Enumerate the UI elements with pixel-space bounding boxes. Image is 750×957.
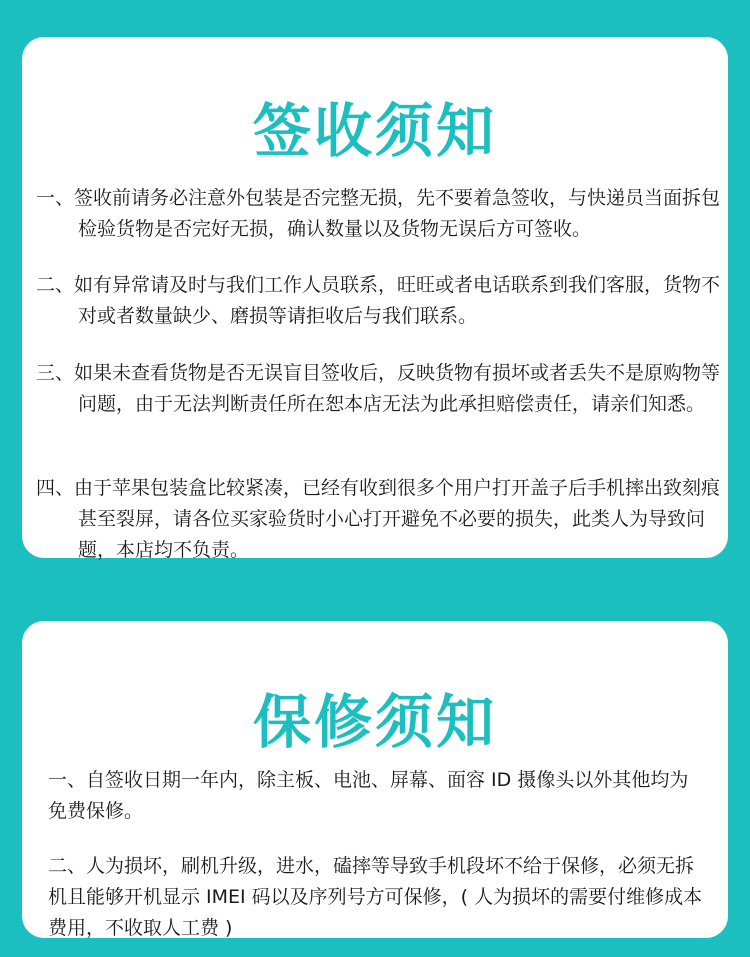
receipt-notice-item: 四、由于苹果包装盒比较紧凑，已经有收到很多个用户打开盖子后手机摔出致刻痕甚至裂屏，请各位买家验货时小心打开避免不必要的损失，此类人为导致问题，本店均不负责。	[36, 477, 721, 561]
warranty-notice-title: 保修须知	[252, 687, 497, 756]
warranty-notice-item: 二、人为损坏，刷机升级，进水，磕摔等导致手机段坏不给于保修，必须无拆机且能够开机显示 IMEI 码以及序列号方可保修，( 人为损坏的需要付维修成本费用，不收取人工费 )	[48, 855, 703, 939]
receipt-notice-card	[22, 37, 728, 561]
receipt-notice-item: 一、签收前请务必注意外包装是否完整无损，先不要着急签收，与快递员当面拆包检验货物是否完好无损，确认数量以及货物无误后方可签收。	[36, 187, 721, 240]
receipt-notice-title: 签收须知	[252, 96, 497, 165]
receipt-notice-item: 二、如有异常请及时与我们工作人员联系，旺旺或者电话联系到我们客服，货物不对或者数量缺少、磨损等请拒收后与我们联系。	[36, 274, 721, 327]
receipt-notice-item: 三、如果未查看货物是否无误盲目签收后，反映货物有损坏或者丢失不是原购物等问题，由于无法判断责任所在恕本店无法为此承担赔偿责任，请亲们知悉。	[36, 362, 721, 415]
warranty-notice-item: 一、自签收日期一年内，除主板、电池、屏幕、面容 ID 摄像头以外其他均为免费保修。	[48, 769, 689, 822]
warranty-notice-card	[22, 621, 728, 938]
